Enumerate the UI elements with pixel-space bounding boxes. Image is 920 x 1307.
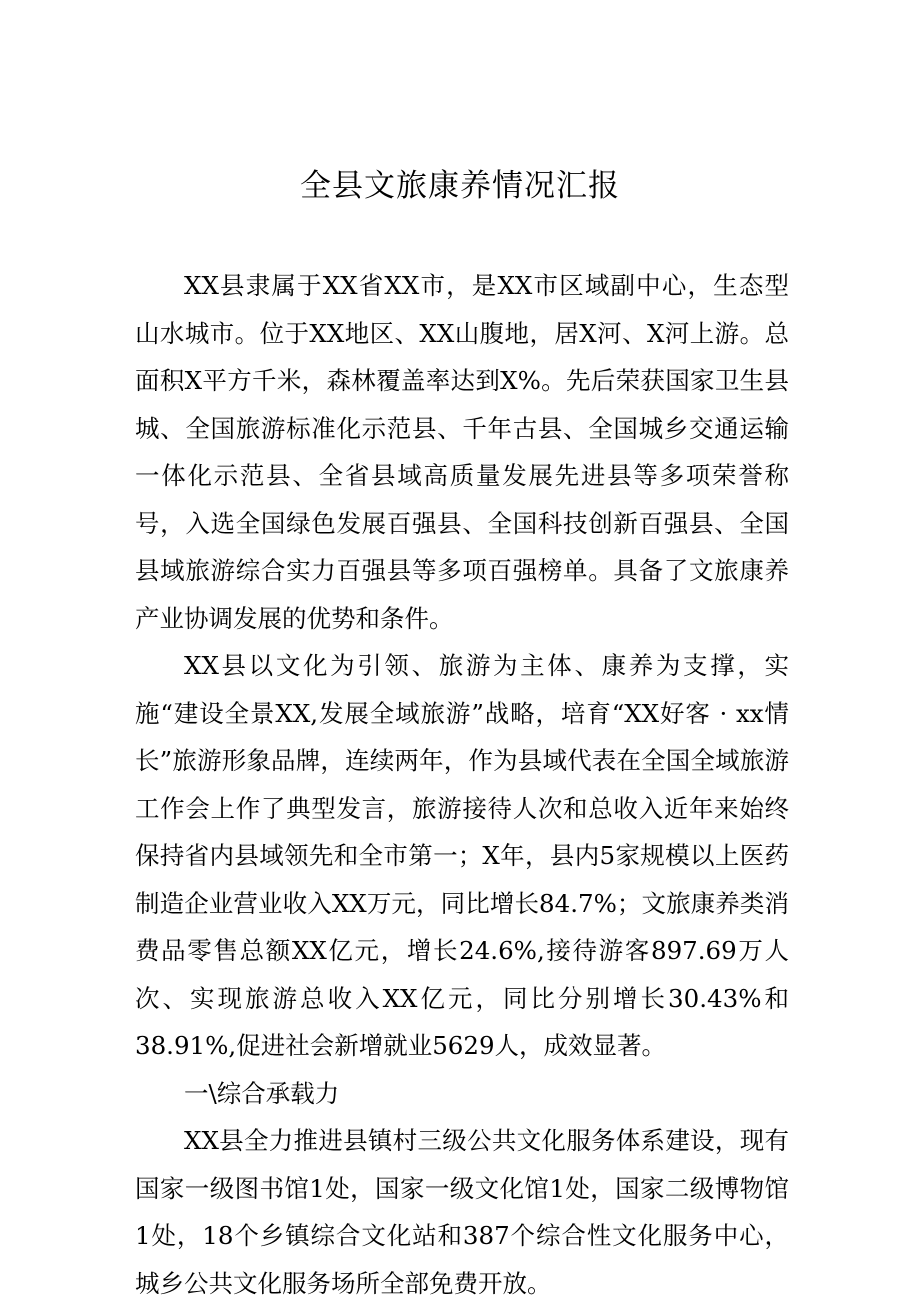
document-body	[135, 262, 789, 1307]
section-heading: 一\综合承载力	[184, 1078, 340, 1108]
document-title: 全县文旅康养情况汇报	[300, 168, 620, 204]
paragraph-public-culture: XX县全力推进县镇村三级公共文化服务体系建设，现有国家一级图书馆1处，国家一级文化馆1处，国家二级博物馆1处，18个乡镇综合文化站和387个综合性文化服务中心，城乡公共文化服务场所全部免费开放。	[135, 1126, 789, 1298]
paragraph-overview: XX县隶属于XX省XX市，是XX市区域副中心，生态型山水城市。位于XX地区、XX山腹地，居X河、X河上游。总面积X平方千米，森林覆盖率达到X%。先后荣获国家卫生县城、全国旅游标准化示范县、千年古县、全国城乡交通运输一体化示范县、全省县域高质量发展先进县等多项荣誉称号，入选全国绿色发展百强县、全国科技创新百强县、全国县域旅游综合实力百强县等多项百强榜单。具备了文旅康养产业协调发展的优势和条件。	[135, 271, 789, 633]
paragraph-strategy: XX县以文化为引领、旅游为主体、康养为支撑，实施“建设全景XX,发展全域旅游”战略，培育“XX好客 · xx情长”旅游形象品牌，连续两年，作为县域代表在全国全域旅游工作会上作了典型发言，旅游接待人次和总收入近年来始终保持省内县域领先和全市第一；X年，县内5家规模以上医药制造企业营业收入XX万元，同比增长84.7%；文旅康养类消费品零售总额XX亿元，增长24.6%,接待游客897.69万人次、实现旅游总收入XX亿元，同比分别增长30.43%和38.91%,促进社会新增就业5629人，成效显著。	[135, 651, 789, 1060]
